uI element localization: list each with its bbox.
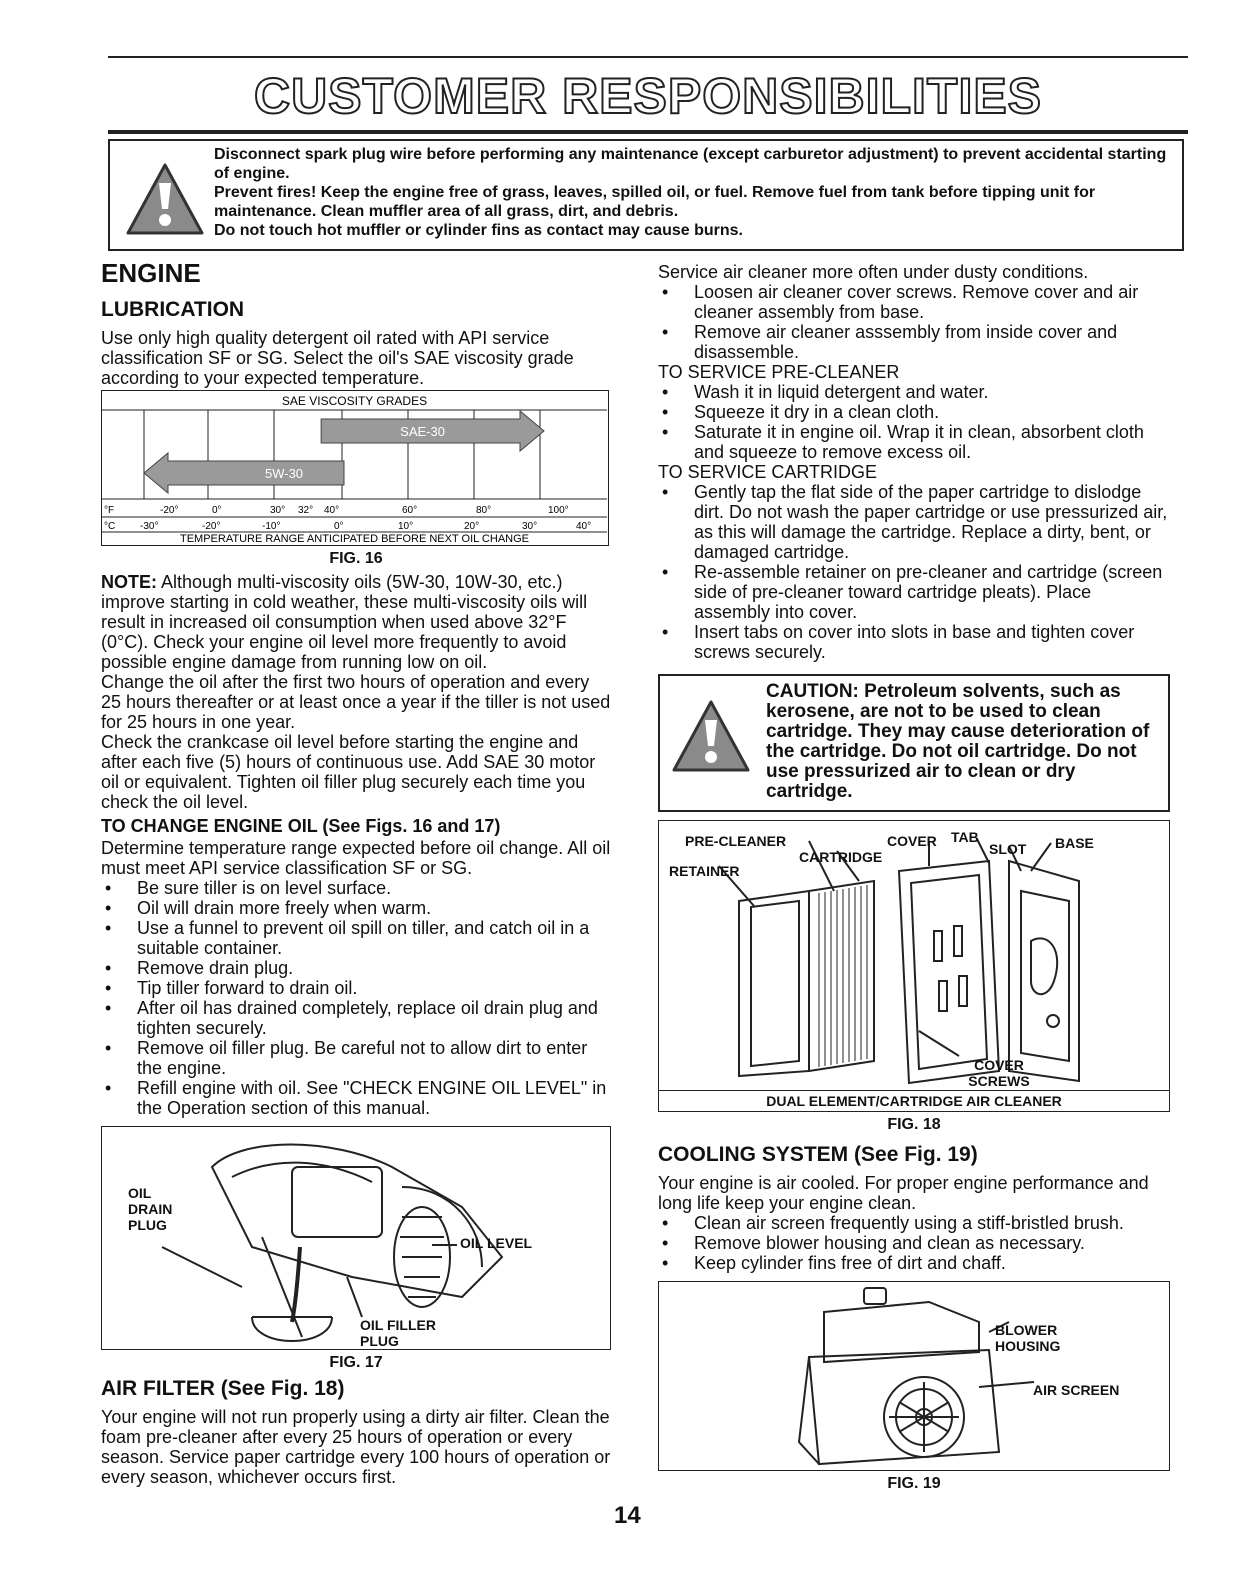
celsius-tick: -30° <box>140 521 159 532</box>
change-oil-paragraph: Change the oil after the first two hours of operation and every 25 hours thereafter or at least once a year if the tiller is not used for 25 hours in one year. <box>101 672 611 732</box>
list-item: • Be sure tiller is on level surface. <box>101 878 611 898</box>
top-rule <box>108 56 1188 58</box>
change-oil-steps <box>101 878 611 1118</box>
list-item: • Refill engine with oil. See "CHECK ENGINE OIL LEVEL" in the Operation section of this manual. <box>101 1078 611 1118</box>
celsius-tick: 20° <box>464 521 480 532</box>
list-item: • Keep cylinder fins free of dirt and chaff. <box>658 1253 1170 1273</box>
caution-box <box>658 674 1170 812</box>
fahrenheit-tick: -20° <box>160 505 179 516</box>
warning-triangle-icon <box>124 161 206 239</box>
list-item: • Wash it in liquid detergent and water. <box>658 382 1170 402</box>
fig16-caption: FIG. 16 <box>329 550 383 567</box>
cover-screws-label: COVER SCREWS <box>968 1057 1030 1089</box>
engine-illustration <box>659 1282 1167 1469</box>
tab-label: TAB <box>951 829 979 845</box>
fig18-title: DUAL ELEMENT/CARTRIDGE AIR CLEANER <box>659 1090 1169 1111</box>
precleaner-heading: TO SERVICE PRE-CLEANER <box>658 362 900 382</box>
list-item: • Remove oil filler plug. Be careful not to allow dirt to enter the engine. <box>101 1038 611 1078</box>
slot-label: SLOT <box>989 841 1027 857</box>
right-column <box>658 262 1170 1497</box>
precleaner-steps <box>658 382 1170 462</box>
fig18-caption: FIG. 18 <box>887 1116 941 1133</box>
cooling-intro: Your engine is air cooled. For proper engine performance and long life keep your engine clean. <box>658 1173 1149 1213</box>
note-paragraph <box>101 572 611 672</box>
fahrenheit-tick: 80° <box>476 505 492 516</box>
air-cleaner-illustration <box>659 821 1167 1089</box>
cooling-steps <box>658 1213 1170 1273</box>
caution-triangle-icon <box>670 698 752 776</box>
base-label: BASE <box>1055 835 1094 851</box>
list-item: • Squeeze it dry in a clean cloth. <box>658 402 1170 422</box>
note-text: Although multi-viscosity oils (5W-30, 10W-30, etc.) improve starting in cold weather, these multi-viscosity oils will result in increased oil consumption when used above 32°F (0°C). Check your engine oil level more frequently to avoid possible engine damage from running low on oil. <box>101 572 588 672</box>
list-item: • After oil has drained completely, replace oil drain plug and tighten securely. <box>101 998 611 1038</box>
air-filter-text: Your engine will not run properly using a dirty air filter. Clean the foam pre-cleaner after every 25 hours of operation or every season. Service paper cartridge every 100 hours of operation or every season, whichever occurs first. <box>101 1407 611 1487</box>
cover-label: COVER <box>887 833 937 849</box>
caution-text: CAUTION: Petroleum solvents, such as kerosene, are not to be used to clean cartridge. They may cause deterioration of the cartridge. Do not oil cartridge. Do not use pressurized air to clean or dry cartridge. <box>766 681 1150 802</box>
list-item: • Remove drain plug. <box>101 958 611 978</box>
cartridge-label: CARTRIDGE <box>799 849 883 865</box>
service-intro: Service air cleaner more often under dusty conditions. <box>658 262 1089 282</box>
list-item: • Gently tap the flat side of the paper cartridge to dislodge dirt. Do not wash the paper cartridge or use pressurized air, as this will damage the cartridge. Replace a dirty, bent, or damaged cartridge. <box>658 482 1170 562</box>
fig19-caption: FIG. 19 <box>887 1475 941 1492</box>
celsius-tick: 40° <box>576 521 592 532</box>
warning-text <box>214 145 1174 240</box>
chart-xlabel: TEMPERATURE RANGE ANTICIPATED BEFORE NEXT OIL CHANGE <box>180 533 529 544</box>
page-number: 14 <box>614 1502 641 1529</box>
air-filter-heading: AIR FILTER (See Fig. 18) <box>101 1377 345 1400</box>
series-label-5w30: 5W-30 <box>264 466 304 481</box>
left-column <box>101 258 611 1487</box>
warning-line: Prevent fires! Keep the engine free of grass, leaves, spilled oil, or fuel. Remove fuel from tank before tipping unit for maintenance. Clean muffler area of all grass, dirt, and debris. <box>214 184 1096 220</box>
cartridge-heading: TO SERVICE CARTRIDGE <box>658 462 878 482</box>
page-title: CUSTOMER RESPONSIBILITIES <box>253 68 1043 124</box>
oil-level-label: OIL LEVEL <box>460 1235 533 1251</box>
oil-drain-plug-label: OIL DRAIN PLUG <box>128 1185 173 1233</box>
fahrenheit-tick: 0° <box>212 505 222 516</box>
retainer-label: RETAINER <box>669 863 740 879</box>
check-oil-paragraph: Check the crankcase oil level before starting the engine and after each five (5) hours of continuous use. Add SAE 30 motor oil or equivalent. Tighten oil filler plug securely each time you check the oil level. <box>101 732 596 812</box>
series-label-sae30: SAE-30 <box>400 424 445 439</box>
fahrenheit-tick: °F <box>104 505 115 516</box>
list-item: • Oil will drain more freely when warm. <box>101 898 611 918</box>
list-item: • Remove air cleaner asssembly from inside cover and disassemble. <box>658 322 1170 362</box>
series-bar-5w30 <box>144 453 344 493</box>
fahrenheit-tick: 32° <box>298 505 314 516</box>
fig19-illustration <box>658 1281 1170 1471</box>
fig17-illustration <box>101 1126 611 1350</box>
warning-box <box>108 139 1184 251</box>
service-steps <box>658 282 1170 362</box>
air-screen-label: AIR SCREEN <box>1033 1382 1120 1398</box>
fahrenheit-tick: 100° <box>548 505 569 516</box>
change-engine-oil-intro: Determine temperature range expected before oil change. All oil must meet API service classification SF or SG. <box>101 838 611 878</box>
lubrication-intro: Use only high quality detergent oil rated with API service classification SF or SG. Select the oil's SAE viscosity grade according to your expected temperature. <box>101 328 574 388</box>
blower-housing-label: BLOWER HOUSING <box>995 1322 1061 1354</box>
celsius-tick: -20° <box>202 521 221 532</box>
cartridge-steps <box>658 482 1170 662</box>
viscosity-chart <box>101 390 609 546</box>
change-engine-oil-heading: TO CHANGE ENGINE OIL (See Figs. 16 and 17) <box>101 816 501 836</box>
fahrenheit-tick: 60° <box>402 505 418 516</box>
pre-cleaner-label: PRE-CLEANER <box>685 833 787 849</box>
fig18-illustration <box>658 820 1170 1112</box>
celsius-tick: -10° <box>262 521 281 532</box>
list-item: • Insert tabs on cover into slots in base and tighten cover screws securely. <box>658 622 1170 662</box>
note-label: NOTE: <box>101 572 157 592</box>
fahrenheit-tick: 40° <box>324 505 340 516</box>
warning-line: Disconnect spark plug wire before performing any maintenance (except carburetor adjustment) to prevent accidental starting of engine. <box>214 146 1167 182</box>
list-item: • Saturate it in engine oil. Wrap it in clean, absorbent cloth and squeeze to remove excess oil. <box>658 422 1170 462</box>
title-rule <box>108 130 1188 134</box>
viscosity-chart-svg <box>102 391 607 544</box>
celsius-tick: 30° <box>522 521 538 532</box>
lubrication-heading: LUBRICATION <box>101 298 245 321</box>
chart-title: SAE VISCOSITY GRADES <box>281 394 428 408</box>
warning-line: Do not touch hot muffler or cylinder fins as contact may cause burns. <box>214 222 743 239</box>
list-item: • Re-assemble retainer on pre-cleaner and cartridge (screen side of pre-cleaner toward cartridge pleats). Place assembly into cover. <box>658 562 1170 622</box>
oil-filler-plug-label: OIL FILLER PLUG <box>360 1317 436 1349</box>
fig17-caption: FIG. 17 <box>329 1354 383 1371</box>
celsius-tick: °C <box>104 521 116 532</box>
engine-heading: ENGINE <box>101 258 201 288</box>
fahrenheit-tick: 30° <box>270 505 286 516</box>
list-item: • Remove blower housing and clean as necessary. <box>658 1233 1170 1253</box>
list-item: • Use a funnel to prevent oil spill on tiller, and catch oil in a suitable container. <box>101 918 611 958</box>
list-item: • Tip tiller forward to drain oil. <box>101 978 611 998</box>
celsius-tick: 10° <box>398 521 414 532</box>
cooling-heading: COOLING SYSTEM (See Fig. 19) <box>658 1143 978 1166</box>
list-item: • Loosen air cleaner cover screws. Remove cover and air cleaner assembly from base. <box>658 282 1170 322</box>
celsius-tick: 0° <box>334 521 344 532</box>
list-item: • Clean air screen frequently using a stiff-bristled brush. <box>658 1213 1170 1233</box>
